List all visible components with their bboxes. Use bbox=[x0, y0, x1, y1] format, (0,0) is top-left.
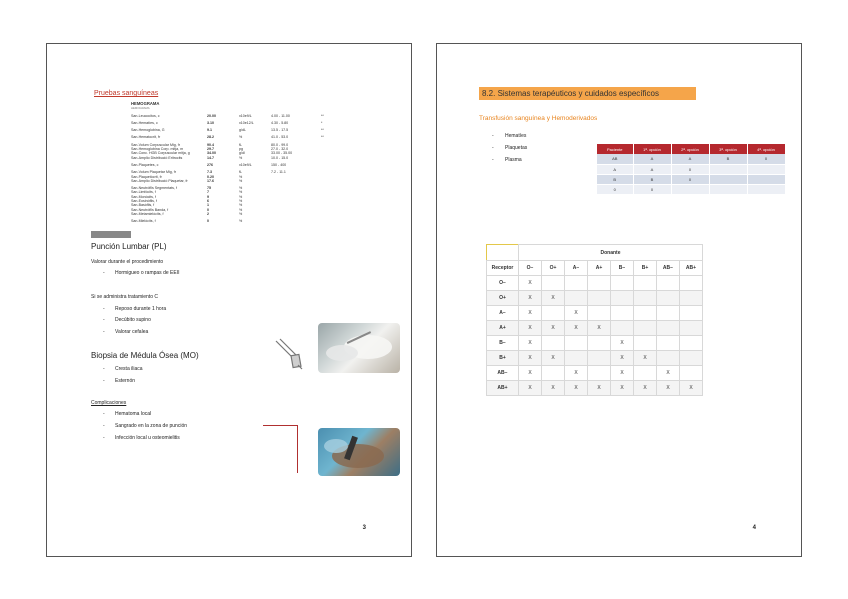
hemogram-unit: x10e9/L bbox=[239, 113, 252, 118]
donante-header: Donante bbox=[519, 245, 703, 261]
hemogram-unit: % bbox=[239, 207, 243, 212]
hemogram-unit: fL bbox=[239, 142, 242, 147]
preference-cell: B bbox=[709, 154, 747, 164]
compatibility-cell: X bbox=[519, 321, 542, 336]
hemogram-unit: g/dL bbox=[239, 128, 246, 133]
recipient-type-label: O− bbox=[487, 276, 519, 291]
callout-line bbox=[297, 425, 298, 473]
compatibility-cell: X bbox=[519, 276, 542, 291]
compatibility-cell bbox=[542, 366, 565, 381]
hemogram-value: 75 bbox=[207, 186, 211, 191]
hemogram-flag: ** bbox=[321, 135, 324, 140]
compatibility-cell bbox=[680, 366, 703, 381]
preference-row bbox=[597, 174, 785, 184]
compatibility-cell bbox=[542, 306, 565, 321]
compatibility-cell: X bbox=[634, 381, 657, 396]
preference-cell bbox=[709, 164, 747, 174]
hemogram-unit: fL bbox=[239, 170, 242, 175]
compatibility-cell: X bbox=[565, 306, 588, 321]
section-heading: 8.2. Sistemas terapéuticos y cuidados específicos bbox=[479, 87, 696, 100]
hemogram-reference: 41.0 - 53.0 bbox=[271, 135, 289, 140]
hemogram-test-name: San-Neutròfils Segmentats, f bbox=[131, 186, 177, 191]
compatibility-cell: X bbox=[588, 321, 611, 336]
compatibility-cell bbox=[634, 366, 657, 381]
compatibility-cell: X bbox=[519, 366, 542, 381]
compatibility-cell bbox=[680, 351, 703, 366]
hemogram-value: 17.6 bbox=[207, 178, 214, 183]
recipient-type-label: O+ bbox=[487, 291, 519, 306]
preference-cell: B bbox=[597, 174, 633, 184]
hemogram-value: 276 bbox=[207, 162, 213, 167]
blood-group-preference-table bbox=[597, 144, 786, 195]
compatibility-cell bbox=[565, 291, 588, 306]
hemogram-test-name: San-Monòcits, f bbox=[131, 194, 156, 199]
donor-type-header: O+ bbox=[542, 261, 565, 276]
compatibility-row bbox=[487, 306, 703, 321]
hemogram-row bbox=[117, 135, 357, 139]
compatibility-cell: X bbox=[519, 306, 542, 321]
document-page-3 bbox=[46, 43, 412, 557]
hemogram-unit: % bbox=[239, 211, 243, 216]
compatibility-cell bbox=[634, 336, 657, 351]
compatibility-cell bbox=[542, 276, 565, 291]
hemogram-test-name: San-Amplio Distribució Eritrocits bbox=[131, 155, 183, 160]
compatibility-cell bbox=[634, 276, 657, 291]
preference-row bbox=[597, 164, 785, 174]
hemogram-test-name: San-Amplio Distribució Plaquetar, fr bbox=[131, 178, 188, 183]
compatibility-cell: X bbox=[657, 366, 680, 381]
hemogram-unit: x10e12/L bbox=[239, 120, 254, 125]
hemogram-flag: ** bbox=[321, 113, 324, 118]
recipient-type-label: A− bbox=[487, 306, 519, 321]
hemogram-unit: x10e9/L bbox=[239, 162, 252, 167]
compatibility-cell bbox=[657, 351, 680, 366]
compatibility-cell bbox=[657, 291, 680, 306]
compatibility-cell bbox=[657, 306, 680, 321]
transfusion-subheading: Transfusión sanguínea y Hemoderivados bbox=[479, 115, 598, 122]
hemogram-unit: % bbox=[239, 194, 243, 199]
hemogram-flag bbox=[321, 179, 331, 183]
preference-column-header: 4ª. opción bbox=[747, 144, 785, 154]
compatibility-cell bbox=[634, 306, 657, 321]
hemogram-flag bbox=[321, 156, 331, 160]
hemogram-test-name: San-Mielòcits, f bbox=[131, 219, 156, 224]
compatibility-cell bbox=[611, 291, 634, 306]
hemogram-reference: 13.5 - 17.5 bbox=[271, 128, 289, 133]
tratamiento-item: - Valorar cefalea bbox=[104, 329, 148, 335]
hemogram-reference: 10.0 - 15.0 bbox=[271, 155, 289, 160]
hemogram-value: 29.7 bbox=[207, 147, 214, 152]
compatibility-cell bbox=[611, 321, 634, 336]
hemogram-value: 9.1 bbox=[207, 128, 212, 133]
compatibility-cell: X bbox=[634, 351, 657, 366]
hemogram-flag: * bbox=[321, 120, 323, 125]
compatibility-cell: X bbox=[588, 381, 611, 396]
hemogram-unit: % bbox=[239, 155, 243, 160]
preference-column-header: 3ª. opción bbox=[709, 144, 747, 154]
hemogram-test-name: San-Leucocitos, c bbox=[131, 113, 160, 118]
hemogram-row bbox=[117, 179, 357, 183]
pruebas-sanguineas-heading: Pruebas sanguíneas bbox=[94, 90, 159, 97]
compatibility-cell: X bbox=[565, 381, 588, 396]
compatibility-cell: X bbox=[611, 351, 634, 366]
compatibility-cell bbox=[588, 336, 611, 351]
hemogram-unit: % bbox=[239, 219, 243, 224]
hemogram-test-name: San-Hematocrit, fr bbox=[131, 135, 161, 140]
document-page-4 bbox=[436, 43, 802, 557]
compatibility-cell bbox=[588, 351, 611, 366]
page-number: 4 bbox=[752, 525, 756, 531]
recipient-type-label: AB+ bbox=[487, 381, 519, 396]
hemogram-reference: 7.2 - 11.1 bbox=[271, 170, 286, 175]
hemogram-unit: % bbox=[239, 190, 243, 195]
compatibility-cell: X bbox=[542, 291, 565, 306]
preference-cell: AB bbox=[597, 154, 633, 164]
hemogram-reference: 4.00 - 11.00 bbox=[271, 113, 290, 118]
callout-line bbox=[263, 425, 297, 426]
procedure-photo-gloves bbox=[318, 323, 400, 373]
hemogram-rows bbox=[117, 114, 357, 224]
hemogram-reference: 33.00 - 35.00 bbox=[271, 151, 293, 156]
hemogram-reference: 4.30 - 5.80 bbox=[271, 120, 289, 125]
compatibility-cell bbox=[680, 321, 703, 336]
preference-column-header: Paciente bbox=[597, 144, 633, 154]
preference-cell bbox=[709, 174, 747, 184]
preference-cell bbox=[671, 184, 709, 194]
compatibility-cell bbox=[680, 306, 703, 321]
preference-column-header: 1ª. opción bbox=[633, 144, 671, 154]
compatibility-cell bbox=[542, 336, 565, 351]
compatibility-cell bbox=[657, 321, 680, 336]
hemogram-value: 7 bbox=[207, 190, 209, 195]
hemogram-value: 7.3 bbox=[207, 170, 212, 175]
compatibility-cell: X bbox=[565, 366, 588, 381]
complicacion-item: - Infección local u osteomielitis bbox=[104, 435, 180, 441]
donor-type-header: AB− bbox=[657, 261, 680, 276]
compatibility-cell: X bbox=[542, 321, 565, 336]
hemogram-flag bbox=[321, 212, 331, 216]
tratamiento-item: - Decúbito supino bbox=[104, 317, 151, 323]
hemogram-test-name: San-Basòfils, f bbox=[131, 203, 155, 208]
tratamiento-label: Si se administra tratamiento C bbox=[91, 294, 158, 300]
tratamiento-item: - Reposo durante 1 hora bbox=[104, 306, 166, 312]
hemogram-value: 2 bbox=[207, 211, 209, 216]
complicacion-item: - Sangrado en la zona de punción bbox=[104, 423, 187, 429]
compatibility-cell bbox=[611, 306, 634, 321]
hemogram-row bbox=[117, 212, 357, 216]
hemogram-value: 14.7 bbox=[207, 155, 214, 160]
valorar-label: Valorar durante el procedimiento bbox=[91, 259, 164, 265]
hemogram-unit: % bbox=[239, 199, 243, 204]
blood-product-item: - Hematíes bbox=[492, 133, 526, 139]
preference-cell: 0 bbox=[597, 184, 633, 194]
compatibility-cell: X bbox=[519, 336, 542, 351]
preference-cell bbox=[747, 174, 785, 184]
hemogram-reference bbox=[271, 219, 321, 223]
preference-cell: A bbox=[633, 154, 671, 164]
recipient-type-label: B− bbox=[487, 336, 519, 351]
hemogram-test-name: San-Volum Corpuscular Mig, fr bbox=[131, 142, 180, 147]
blood-product-item: - Plasma bbox=[492, 157, 522, 163]
donor-type-header: A+ bbox=[588, 261, 611, 276]
compatibility-cell: X bbox=[611, 366, 634, 381]
hemogram-test-name: San-Limfòcits, f bbox=[131, 190, 156, 195]
hemogram-test-name: San-Volum Plaquetar Mig, fr bbox=[131, 170, 176, 175]
hemogram-row bbox=[117, 121, 357, 125]
compatibility-cell bbox=[565, 351, 588, 366]
compatibility-cell: X bbox=[611, 381, 634, 396]
hemogram-value: 20.00 bbox=[207, 113, 216, 118]
preference-cell: B bbox=[633, 174, 671, 184]
biopsy-needle-illustration bbox=[272, 335, 308, 371]
compatibility-cell: X bbox=[519, 381, 542, 396]
donor-type-header: B+ bbox=[634, 261, 657, 276]
preference-cell: 0 bbox=[747, 154, 785, 164]
preference-cell: 0 bbox=[633, 184, 671, 194]
biopsia-item: - Cresta iliaca bbox=[104, 366, 143, 372]
hemogram-unit: pg bbox=[239, 147, 243, 152]
hemogram-value: 3.10 bbox=[207, 120, 214, 125]
blood-product-item: - Plaquetas bbox=[492, 145, 527, 151]
receptor-header: Receptor bbox=[487, 261, 519, 276]
compatibility-cell: X bbox=[519, 291, 542, 306]
hemogram-unit: g/dl bbox=[239, 151, 245, 156]
preference-cell: A bbox=[633, 164, 671, 174]
donor-type-header: O− bbox=[519, 261, 542, 276]
compatibility-cell: X bbox=[519, 351, 542, 366]
hemogram-subtitle: HEMOGRAMA bbox=[131, 106, 150, 111]
compatibility-cell bbox=[657, 276, 680, 291]
biopsia-item: - Esternón bbox=[104, 378, 135, 384]
compatibility-cell bbox=[588, 291, 611, 306]
hemogram-cut-label bbox=[91, 231, 131, 238]
compatibility-cell bbox=[588, 366, 611, 381]
preference-cell: A bbox=[597, 164, 633, 174]
puncion-lumbar-heading: Punción Lumbar (PL) bbox=[91, 242, 167, 251]
compatibility-row bbox=[487, 321, 703, 336]
procedure-photo-bone-marrow bbox=[318, 428, 400, 476]
hemogram-value: 9 bbox=[207, 194, 209, 199]
compatibility-cell: X bbox=[542, 351, 565, 366]
compatibility-cell bbox=[680, 276, 703, 291]
hemogram-value: 28.2 bbox=[207, 135, 214, 140]
recipient-type-label: B+ bbox=[487, 351, 519, 366]
hemogram-flag bbox=[321, 163, 331, 167]
hemogram-test-name: San-Hemoglobina Corp. mitja, m bbox=[131, 147, 184, 152]
preference-row bbox=[597, 154, 785, 164]
complicaciones-label: Complicaciones bbox=[91, 400, 127, 406]
compatibility-cell: X bbox=[657, 381, 680, 396]
page-number: 3 bbox=[362, 525, 366, 531]
preference-cell: A bbox=[671, 154, 709, 164]
hemogram-title: HEMOGRAMA bbox=[131, 101, 160, 106]
compatibility-cell bbox=[611, 276, 634, 291]
hemogram-test-name: San-Hemoglobina, G bbox=[131, 128, 165, 133]
hemogram-value: 34.00 bbox=[207, 151, 216, 156]
compatibility-row bbox=[487, 381, 703, 396]
hemogram-reference: 80.0 - 99.0 bbox=[271, 142, 289, 147]
compatibility-cell bbox=[657, 336, 680, 351]
hemogram-flag bbox=[321, 219, 331, 223]
recipient-type-label: AB− bbox=[487, 366, 519, 381]
hemogram-unit: % bbox=[239, 174, 243, 179]
compatibility-cell bbox=[680, 291, 703, 306]
hemogram-unit: % bbox=[239, 135, 243, 140]
hemogram-test-name: San-Metamielòcits, f bbox=[131, 211, 164, 216]
compatibility-row bbox=[487, 336, 703, 351]
compatibility-cell bbox=[565, 276, 588, 291]
hemogram-flag: ** bbox=[321, 128, 324, 133]
hemogram-row bbox=[117, 163, 357, 167]
compatibility-cell: X bbox=[680, 381, 703, 396]
hemogram-test-name: San-Neutròfils Banda, f bbox=[131, 207, 169, 212]
preference-cell: 0 bbox=[671, 164, 709, 174]
compatibility-cell bbox=[634, 291, 657, 306]
hemogram-test-name: San-Plaquetòcrit, fr bbox=[131, 174, 162, 179]
hemogram-value: 0 bbox=[207, 219, 209, 224]
hemogram-row bbox=[117, 219, 357, 223]
hemogram-value: 90.4 bbox=[207, 142, 214, 147]
valorar-item: - Hormigueo o rampas de EEII bbox=[104, 270, 179, 276]
preference-row bbox=[597, 184, 785, 194]
hemogram-row bbox=[117, 128, 357, 132]
preference-column-header: 2ª. opción bbox=[671, 144, 709, 154]
hemogram-test-name: San-Plaquetes, c bbox=[131, 162, 159, 167]
hemogram-test-name: San-Eosinòfils, f bbox=[131, 199, 157, 204]
compatibility-cell bbox=[588, 276, 611, 291]
hemogram-reference: 150 - 400 bbox=[271, 162, 287, 167]
compatibility-cell bbox=[634, 321, 657, 336]
biopsia-heading: Biopsia de Médula Ósea (MO) bbox=[91, 351, 199, 360]
compatibility-row bbox=[487, 291, 703, 306]
compatibility-row bbox=[487, 276, 703, 291]
hemogram-unit: % bbox=[239, 203, 243, 208]
hemogram-value: 1 bbox=[207, 203, 209, 208]
preference-cell bbox=[709, 184, 747, 194]
hemogram-test-name: San-Conc. HGB Corpuscular mitja, g bbox=[131, 151, 190, 156]
hemogram-report bbox=[117, 102, 357, 224]
compatibility-cell: X bbox=[611, 336, 634, 351]
compatibility-row bbox=[487, 366, 703, 381]
compatibility-cell bbox=[565, 336, 588, 351]
donor-type-header: AB+ bbox=[680, 261, 703, 276]
complicacion-item: - Hematoma local bbox=[104, 411, 151, 417]
hemogram-test-name: San-Hematíes, c bbox=[131, 120, 158, 125]
hemogram-unit: % bbox=[239, 186, 243, 191]
preference-cell: 0 bbox=[671, 174, 709, 184]
hemogram-reference: 27.0 - 32.0 bbox=[271, 147, 289, 152]
donor-type-header: B− bbox=[611, 261, 634, 276]
compatibility-row bbox=[487, 351, 703, 366]
preference-cell bbox=[747, 164, 785, 174]
preference-cell bbox=[747, 184, 785, 194]
compatibility-cell: X bbox=[542, 381, 565, 396]
compatibility-cell: X bbox=[565, 321, 588, 336]
hemogram-row bbox=[117, 156, 357, 160]
hemogram-reference bbox=[271, 179, 321, 183]
hemogram-value: 0 bbox=[207, 207, 209, 212]
compatibility-table bbox=[486, 244, 703, 396]
compatibility-cell bbox=[680, 336, 703, 351]
donor-type-header: A− bbox=[565, 261, 588, 276]
hemogram-reference bbox=[271, 212, 321, 216]
hemogram-unit: % bbox=[239, 178, 243, 183]
compatibility-cell bbox=[588, 306, 611, 321]
hemogram-row bbox=[117, 114, 357, 118]
hemogram-value: 6 bbox=[207, 199, 209, 204]
hemogram-value: 0.20 bbox=[207, 174, 214, 179]
recipient-type-label: A+ bbox=[487, 321, 519, 336]
